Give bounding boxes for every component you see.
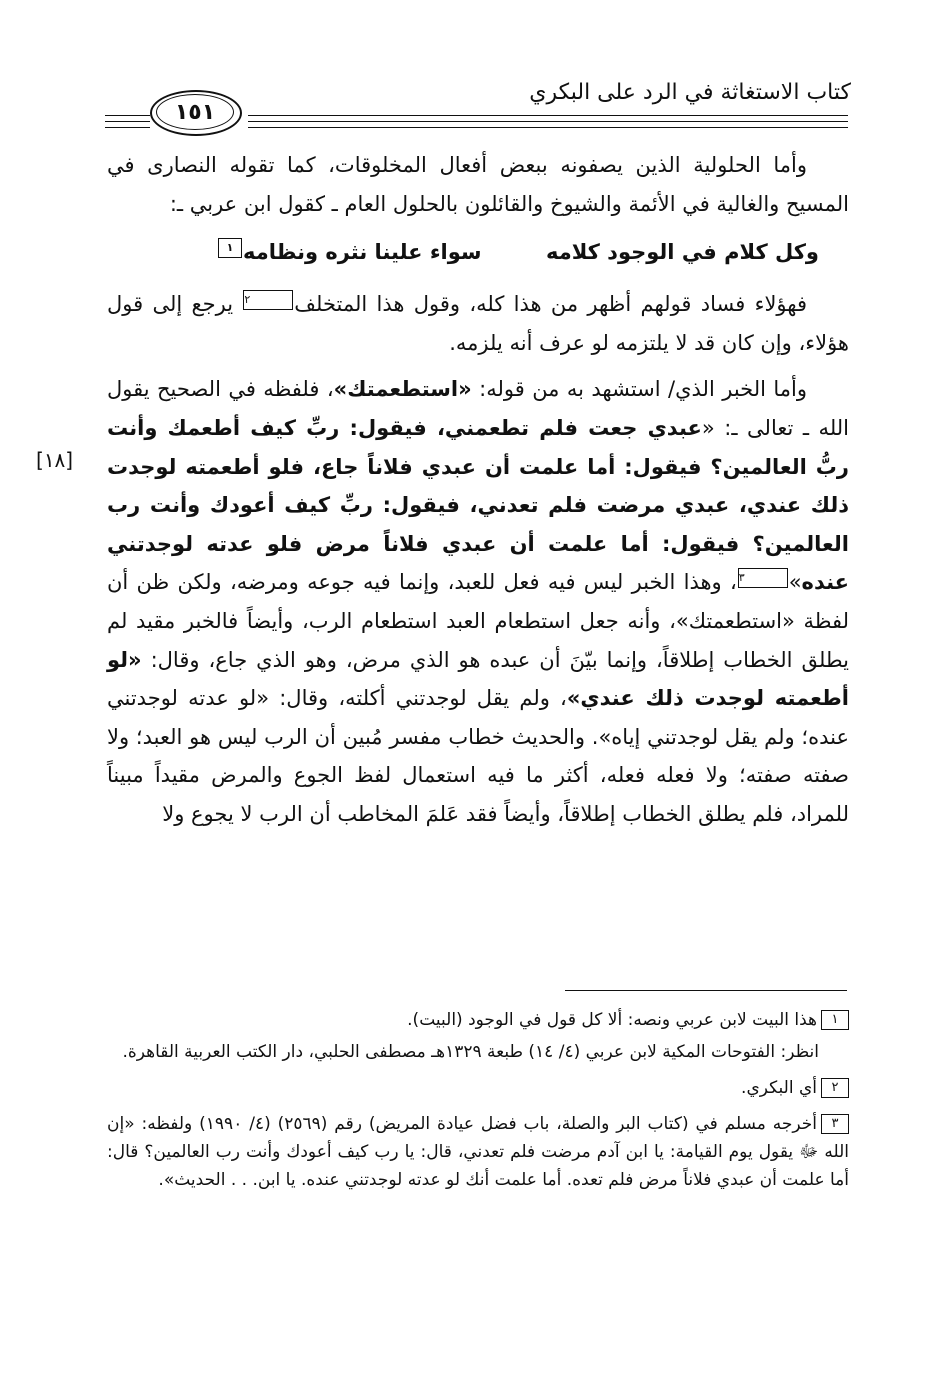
poetry-verse: [107, 229, 849, 275]
page-number-badge: [150, 90, 242, 136]
running-header-title: كتاب الاستغاثة في الرد على البكري: [529, 80, 851, 105]
manuscript-folio-marker: [١٨]: [36, 448, 74, 472]
quote-close-mark: »: [788, 570, 802, 595]
footnote-1-line: [107, 1006, 849, 1034]
paragraph-gap: [107, 362, 849, 370]
paragraph-3: [107, 370, 849, 833]
footnote-1: [107, 1006, 849, 1066]
paragraph-3-text-c: ، فلفظه في الصحيح يقول الله ـ تعالى ـ: «: [107, 377, 850, 440]
footnote-3: [107, 1110, 849, 1194]
paragraph-3-text-f: ، وهذا الخبر ليس فيه فعل للعبد، وإنما فيه جوعه ومرضه، ولكن ظن أن لفظة «استطعمتك»، وأنه جعل استطعام العبد استطعام الرب، وأيضاً فالخبر مقيد لم يطلق الخطاب إطلاقاً، وإنما بيّنَ أن عبده هو الذي مرض، وهو الذي جاع، وقال:: [107, 570, 849, 672]
header-rule-left: [105, 121, 150, 122]
verse-second-text: سواء علينا نثره ونظامه: [243, 240, 482, 265]
paragraph-2-text-b: يرجع إلى قول هؤلاء، وإن كان قد لا يلتزمه لو عرف أنه يلزمه.: [107, 292, 849, 355]
footnote-1-extra: انظر: الفتوحات المكية لابن عربي (٤/ ١٤) طبعة ١٣٢٩هـ مصطفى الحلبي، دار الكتب العربية القاهرة.: [122, 1042, 819, 1062]
paragraph-1: وأما الحلولية الذين يصفونه ببعض أفعال المخلوقات، كما تقوله النصارى في المسيح والغالية في الأئمة والشيوخ والقائلون بالحلول العام ـ كقول ابن عربي ـ:: [107, 153, 849, 216]
footnote-1-number: ١: [821, 1010, 849, 1030]
header-rule-left: [105, 127, 150, 128]
footnote-1-text: هذا البيت لابن عربي ونصه: ألا كل قول في الوجود (البيت).: [407, 1010, 817, 1030]
verse-second-hemistich: [217, 229, 482, 275]
footnote-ref-1[interactable]: ١: [218, 238, 242, 258]
footnotes: [107, 1006, 849, 1202]
footnote-separator: [565, 990, 847, 991]
paragraph-3-text-a: وأما الخبر الذي/ استشهد به من قوله:: [471, 377, 807, 402]
footnote-3-text: أخرجه مسلم في (كتاب البر والصلة، باب فضل عيادة المريض) رقم (٢٥٦٩) (٤/ ١٩٩٠) ولفظه: «إن الله ﷻ يقول يوم القيامة: يا ابن آدم مرضت فلم تعدني، قال: يا رب كيف أعودك وأنت رب العالمين؟ قال: أما علمت أن عبدي فلاناً مرض فلم تعده. أما علمت أنك لو عدته لوجدتني عنده. يا ابن. . . الحديث».: [107, 1114, 849, 1190]
footnote-3-number: ٣: [821, 1114, 849, 1134]
footnote-2-text: أي البكري.: [741, 1078, 817, 1098]
hadith-quote-bold: عبدي جعت فلم تطعمني، فيقول: ربِّ كيف أطعمك وأنت ربُّ العالمين؟ فيقول: أما علمت أن عبدي فلاناً جاع، فلو أطعمته لوجدت ذلك عندي، عبدي مرضت فلم تعدني، فيقول: ربِّ كيف أعودك وأنت رب العالمين؟ فيقول: أما علمت أن عبدي فلاناً مرض فلو عدته لوجدتني عنده: [107, 415, 849, 595]
quoted-word-bold: «استطعمتك»: [333, 377, 472, 402]
footnote-ref-3[interactable]: ٣: [738, 568, 788, 588]
paragraph-3-text-h: ، ولم يقل لوجدتني أكلته، وقال: «لو عدته لوجدتني عنده؛ ولم يقل لوجدتني إياه». والحديث خطاب مفسر مُبين أن الرب ليس هو العبد؛ ولا صفته صفته؛ ولا فعله فعله، أكثر ما فيه استعمال لفظ الجوع والمرض مقيداً مبيناً للمراد، فلم يطلق الخطاب إطلاقاً، وأيضاً فقد عَلمَ المخاطب أن الرب لا يجوع ولا: [107, 686, 849, 826]
paragraph-2: [107, 285, 849, 362]
footnote-3-line: [107, 1110, 849, 1194]
footnote-2-number: ٢: [821, 1078, 849, 1098]
quoted-phrase-bold: «لو أطعمته لوجدت ذلك عندي»: [107, 647, 849, 711]
footnote-2-line: [107, 1074, 849, 1102]
footnote-ref-2[interactable]: ٢: [243, 290, 293, 310]
header-rule-left: [105, 115, 150, 116]
header-rule-right: [248, 115, 848, 116]
verse-first-hemistich: وكل كلام في الوجود كلامه: [545, 240, 819, 265]
header-rule-right: [248, 121, 848, 122]
paragraph-2-text-a: فهؤلاء فساد قولهم أظهر من هذا كله، وقول هذا المتخلف: [294, 292, 807, 317]
page-number: ١٥١: [156, 94, 234, 130]
header-rule-right: [248, 127, 848, 128]
main-text: [107, 146, 849, 834]
footnote-2: [107, 1074, 849, 1102]
